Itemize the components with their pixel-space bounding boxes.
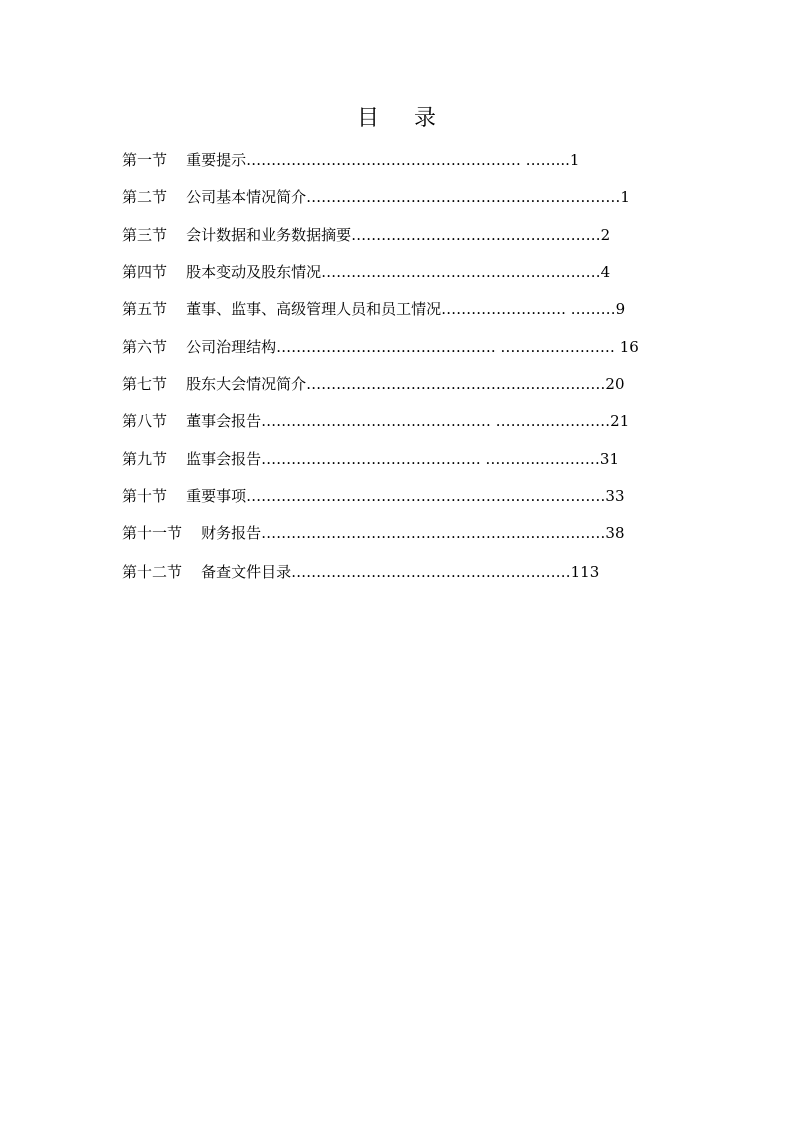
toc-entry-text: 公司治理结构…………………….………………. ………..………… 16 [186,338,639,356]
toc-entry [122,561,599,583]
toc-gap [167,151,186,169]
toc-title: 目 录 [357,106,450,131]
toc-section-label: 第十一节 [122,524,183,542]
toc-section-label: 第五节 [122,300,168,318]
toc-section-label: 第三节 [122,226,168,244]
toc-gap [167,450,186,468]
toc-entry-text: 股东大会情况简介……………….……………………..……………20 [186,375,625,393]
toc-section-label: 第十二节 [122,563,183,581]
toc-entry [122,522,625,544]
toc-entry [122,261,610,283]
toc-entry [122,485,625,507]
toc-section-label: 第四节 [122,263,168,281]
toc-section-label: 第一节 [122,151,168,169]
toc-entry-text: 监事会报告…………………….………………. ………..…………31 [186,450,620,468]
toc-entry [122,410,629,432]
toc-section-label: 第九节 [122,450,168,468]
toc-entry-text: 重要提示……………………….……………………… ……...1 [186,151,580,169]
toc-entry-text: 备查文件目录………………….……………….……………113 [201,563,600,581]
toc-entry [122,224,610,246]
toc-entry-text: 公司基本情况简介……………….……………………..………………1 [186,188,630,206]
toc-entry [122,336,639,358]
toc-section-label: 第六节 [122,338,168,356]
toc-entry [122,298,625,320]
toc-gap [167,226,186,244]
toc-entry [122,448,619,470]
toc-entry-text: 董事、监事、高级管理人员和员工情况……………………. ………9 [186,300,626,318]
toc-entry-text: 重要事项………………………….…………………..………………33 [186,487,625,505]
toc-entry-text: 财务报告……………………….……………………..……………38 [201,524,625,542]
toc-gap [167,263,186,281]
toc-section-label: 第二节 [122,188,168,206]
toc-entry [122,149,579,171]
toc-gap [167,487,186,505]
toc-gap [182,524,201,542]
toc-entry-text: 股本变动及股东情况…………….………………….………………4 [186,263,611,281]
toc-entry [122,186,630,208]
toc-entry-text: 董事会报告………………………….…………… ………..…………21 [186,412,630,430]
toc-section-label: 第八节 [122,412,168,430]
toc-gap [182,563,201,581]
toc-gap [167,188,186,206]
toc-section-label: 第七节 [122,375,168,393]
toc-entry [122,373,625,395]
toc-section-label: 第十节 [122,487,168,505]
toc-gap [167,375,186,393]
toc-gap [167,300,186,318]
toc-entry-text: 会计数据和业务数据摘要……….………………….………………2 [186,226,611,244]
toc-gap [167,338,186,356]
toc-gap [167,412,186,430]
